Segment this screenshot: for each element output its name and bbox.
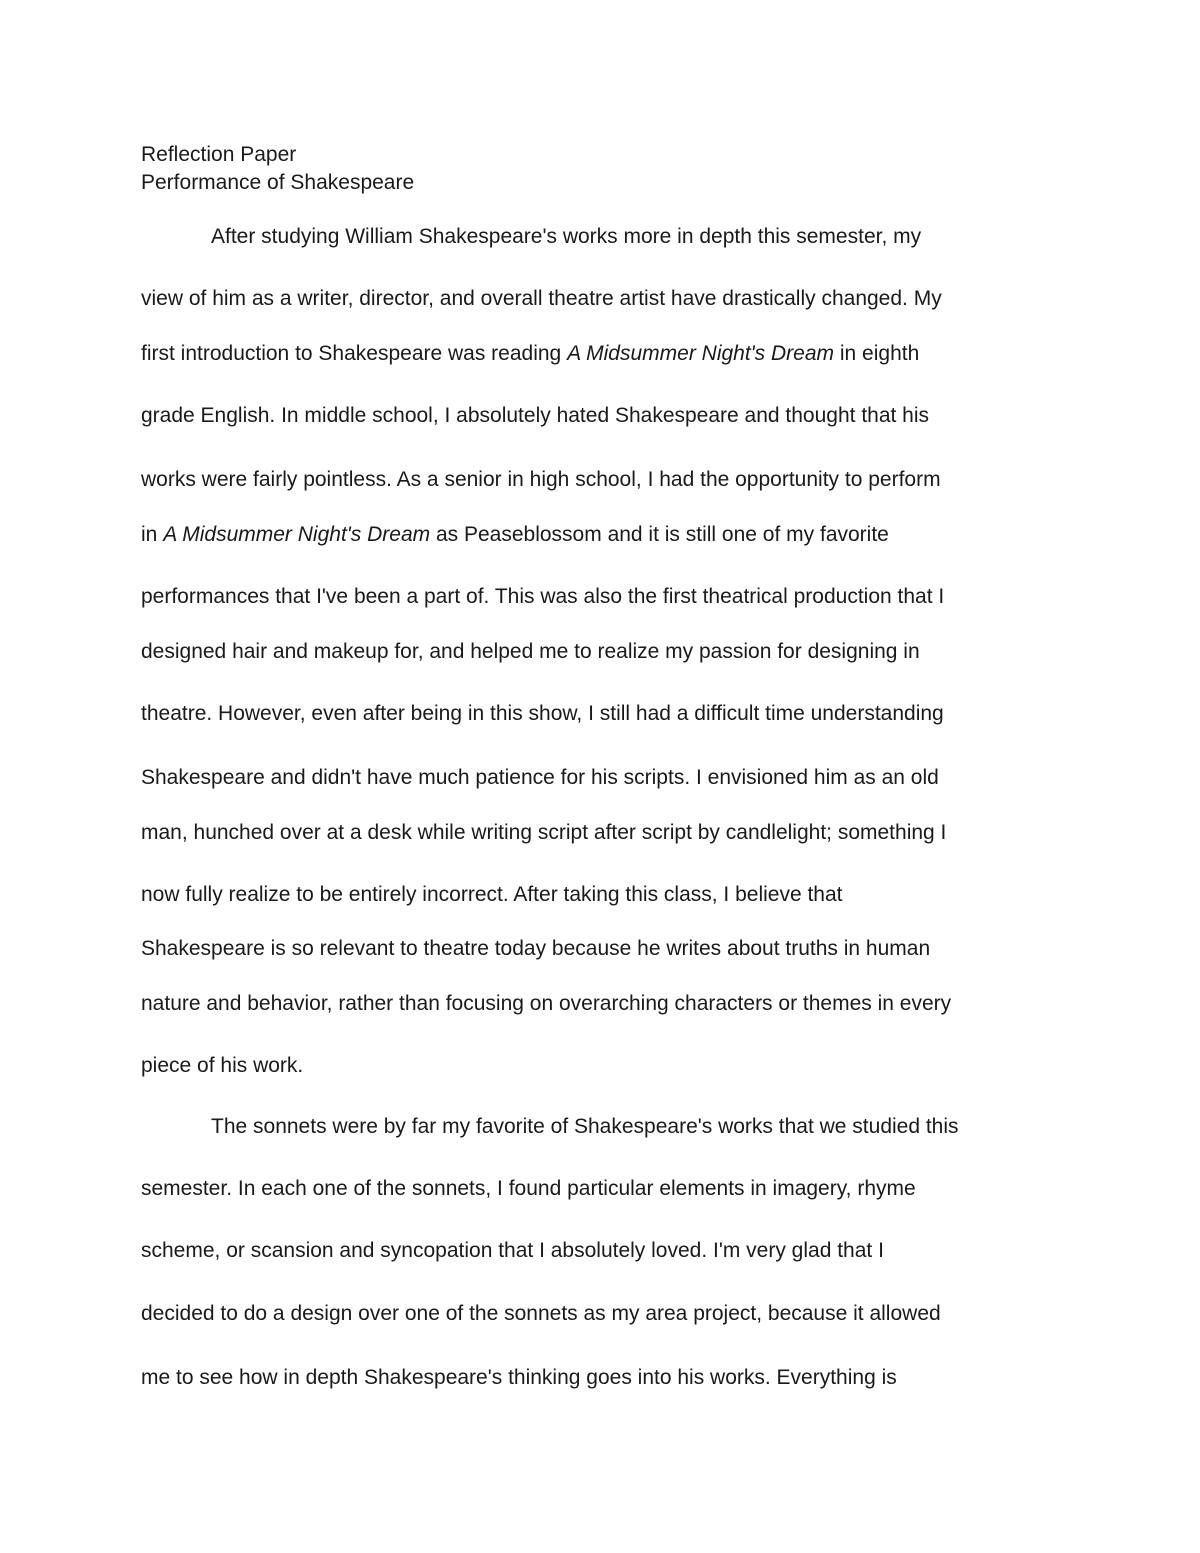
paragraph-2-line-5: me to see how in depth Shakespeare's thinking goes into his works. Everything is [141, 1366, 897, 1389]
paragraph-1-line-7: performances that I've been a part of. This was also the first theatrical production that I [141, 585, 945, 608]
paragraph-1-line-9: theatre. However, even after being in this show, I still had a difficult time understanding [141, 702, 944, 725]
paragraph-1-line-5: works were fairly pointless. As a senior in high school, I had the opportunity to perform [141, 468, 941, 491]
document-header [141, 141, 414, 197]
paragraph-1-line-11: man, hunched over at a desk while writing script after script by candlelight; something I [141, 821, 947, 844]
document-title: Reflection Paper [141, 143, 297, 166]
paragraph-1-line-10: Shakespeare and didn't have much patience for his scripts. I envisioned him as an old [141, 766, 939, 789]
paragraph-1-line-3: first introduction to Shakespeare was reading A Midsummer Night's Dream in eighth [141, 342, 920, 365]
paragraph-1-line-15: piece of his work. [141, 1054, 304, 1077]
paragraph-1-line-2: view of him as a writer, director, and overall theatre artist have drastically changed. My [141, 287, 942, 310]
italic-play-title: A Midsummer Night's Dream [567, 342, 835, 365]
paragraph-2-line-4: decided to do a design over one of the sonnets as my area project, because it allowed [141, 1302, 941, 1325]
paragraph-1-line-4: grade English. In middle school, I absolutely hated Shakespeare and thought that his [141, 404, 930, 427]
paragraph-1-line-1: After studying William Shakespeare's works more in depth this semester, my [211, 225, 922, 248]
paragraph-2-line-1: The sonnets were by far my favorite of Shakespeare's works that we studied this [211, 1115, 959, 1138]
paragraph-1-line-12: now fully realize to be entirely incorrect. After taking this class, I believe that [141, 883, 843, 906]
paragraph-1-line-6: in A Midsummer Night's Dream as Peaseblossom and it is still one of my favorite [141, 523, 889, 546]
paragraph-2-line-2: semester. In each one of the sonnets, I found particular elements in imagery, rhyme [141, 1177, 916, 1200]
paragraph-1-line-13: Shakespeare is so relevant to theatre today because he writes about truths in human [141, 937, 931, 960]
paragraph-2-line-3: scheme, or scansion and syncopation that I absolutely loved. I'm very glad that I [141, 1239, 884, 1262]
italic-play-title: A Midsummer Night's Dream [163, 523, 431, 546]
paragraph-1-line-14: nature and behavior, rather than focusing on overarching characters or themes in every [141, 992, 952, 1015]
document-subtitle: Performance of Shakespeare [141, 171, 415, 194]
paragraph-1-line-8: designed hair and makeup for, and helped me to realize my passion for designing in [141, 640, 920, 663]
